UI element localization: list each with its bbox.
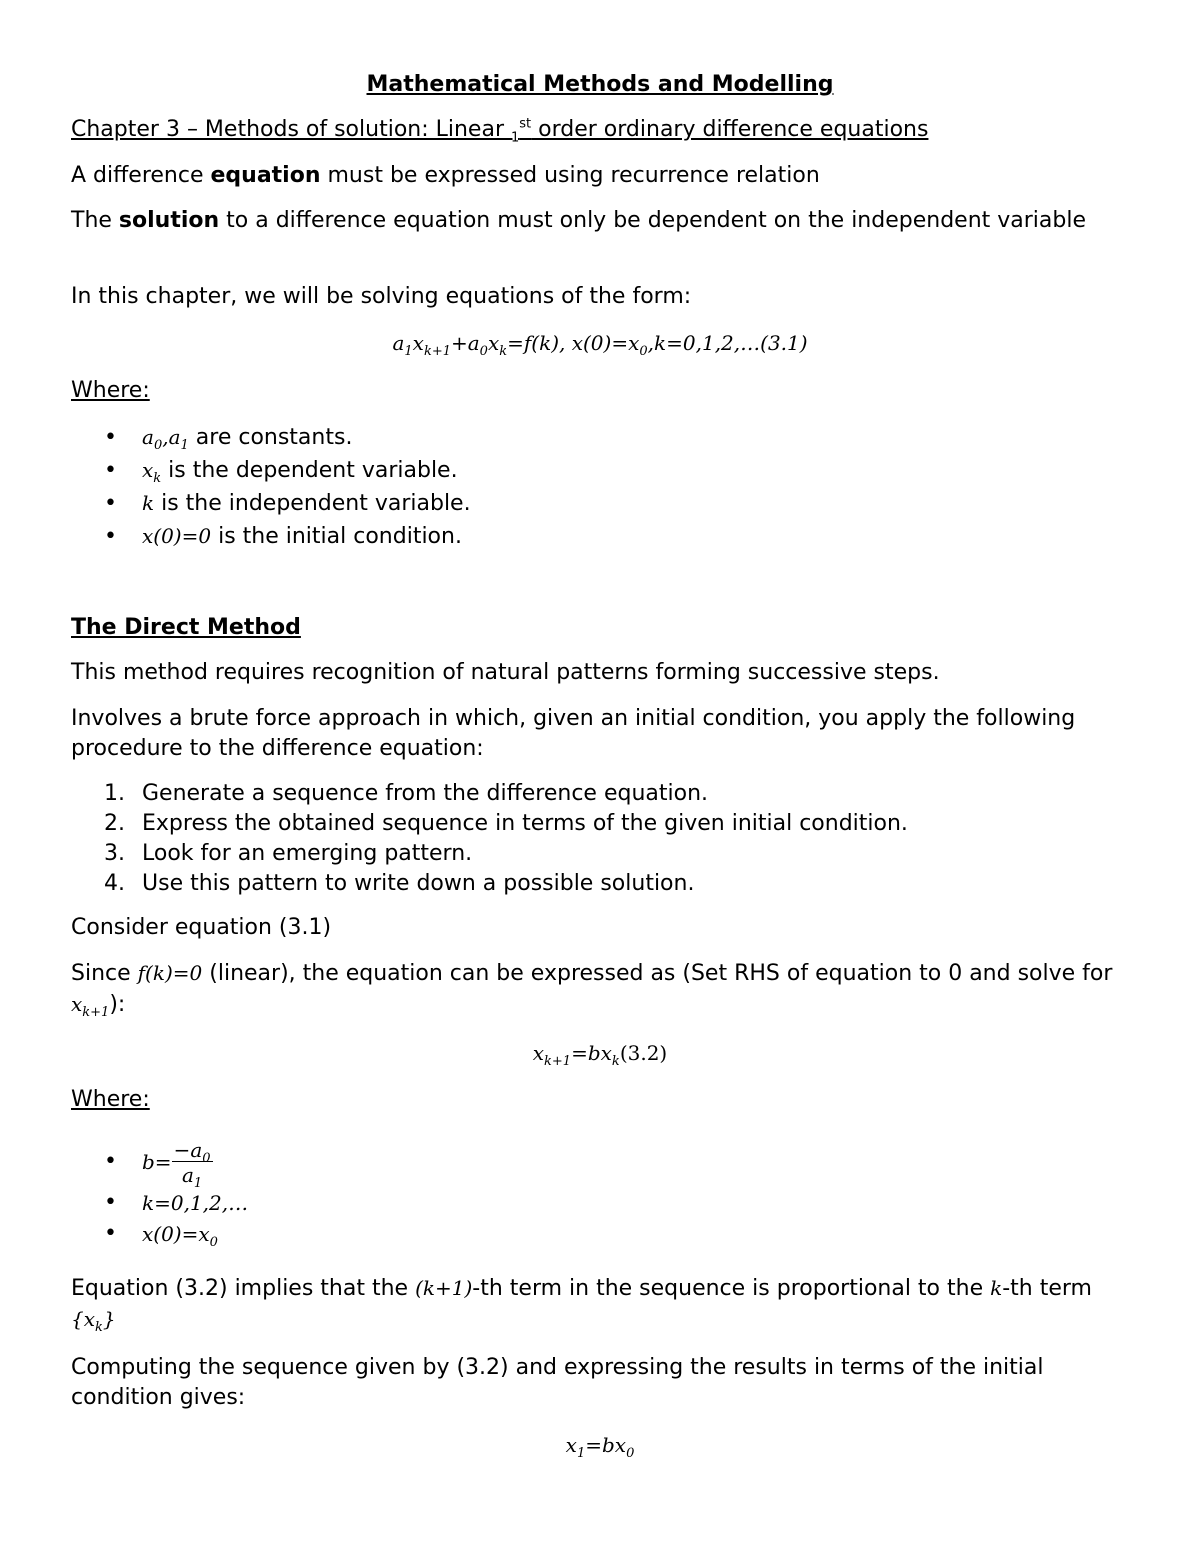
list-item: • $a_0,a_1$ are constants. <box>104 421 1120 454</box>
paragraph-equation-form-intro: In this chapter, we will be solving equations of the form: <box>71 284 692 309</box>
paragraph-brute-force: Involves a brute force approach in which, given an initial condition, you apply the following procedure to the difference equation: <box>71 706 1076 761</box>
equation-3-2: $x_{k+1}=bx_k(3.2)$ <box>532 1041 668 1069</box>
fraction-b: $\frac{-a_0}{a_1}$ <box>173 1137 211 1191</box>
definitions-list-1 <box>104 421 1120 553</box>
where-label-1: Where: <box>71 378 150 403</box>
where-label-2: Where: <box>71 1087 150 1112</box>
paragraph-equation-definition: A difference equation must be expressed using recurrence relation <box>71 163 820 188</box>
procedure-steps-list <box>104 779 1120 899</box>
document-title: Mathematical Methods and Modelling <box>366 72 834 97</box>
list-item: • b= $\frac{-a_0}{a_1}$ <box>104 1137 1120 1188</box>
list-item: • x(0)=0 is the initial condition. <box>104 520 1120 553</box>
definitions-list-2 <box>104 1137 1120 1250</box>
paragraph-computing-sequence: Computing the sequence given by (3.2) and expressing the results in terms of the initial condition gives: <box>71 1355 1044 1410</box>
list-item: 3. Look for an emerging pattern. <box>104 841 473 866</box>
paragraph-direct-intro: This method requires recognition of natural patterns forming successive steps. <box>71 660 940 685</box>
list-item: • k=0,1,2,… <box>104 1188 1120 1219</box>
list-item: • $x_k$ is the dependent variable. <box>104 454 1120 487</box>
list-item: • k is the independent variable. <box>104 487 1120 520</box>
list-item: • $x(0)=x_0$ <box>104 1219 1120 1250</box>
equation-3-1: $a_1x_{k+1}+a_0x_k=f(k)$, $x(0)=x_0,k=0,1,2,\dots(3.1)$ <box>392 331 808 359</box>
paragraph-solution-definition: The solution to a difference equation must only be dependent on the independent variable <box>71 208 1087 233</box>
paragraph-proportional: Equation (3.2) implies that the (k+1)-th term in the sequence is proportional to the k-th term $\{x_k\}$ <box>71 1276 1092 1335</box>
section-heading-direct-method: The Direct Method <box>71 615 301 640</box>
chapter-heading: Chapter 3 – Methods of solution: Linear $_1^{st}$ order ordinary difference equations <box>71 116 929 146</box>
list-item: 1. Generate a sequence from the difference equation. <box>104 781 709 806</box>
paragraph-consider-equation: Consider equation (3.1) <box>71 915 332 940</box>
list-item: 2. Express the obtained sequence in terms of the given initial condition. <box>104 811 908 836</box>
list-item: 4. Use this pattern to write down a possible solution. <box>104 871 695 896</box>
paragraph-since-linear: Since f(k)=0 (linear), the equation can be expressed as (Set RHS of equation to 0 and solve for $x_{k+1}$): <box>71 961 1113 1020</box>
equation-x1: $x_1=bx_0$ <box>565 1433 635 1461</box>
